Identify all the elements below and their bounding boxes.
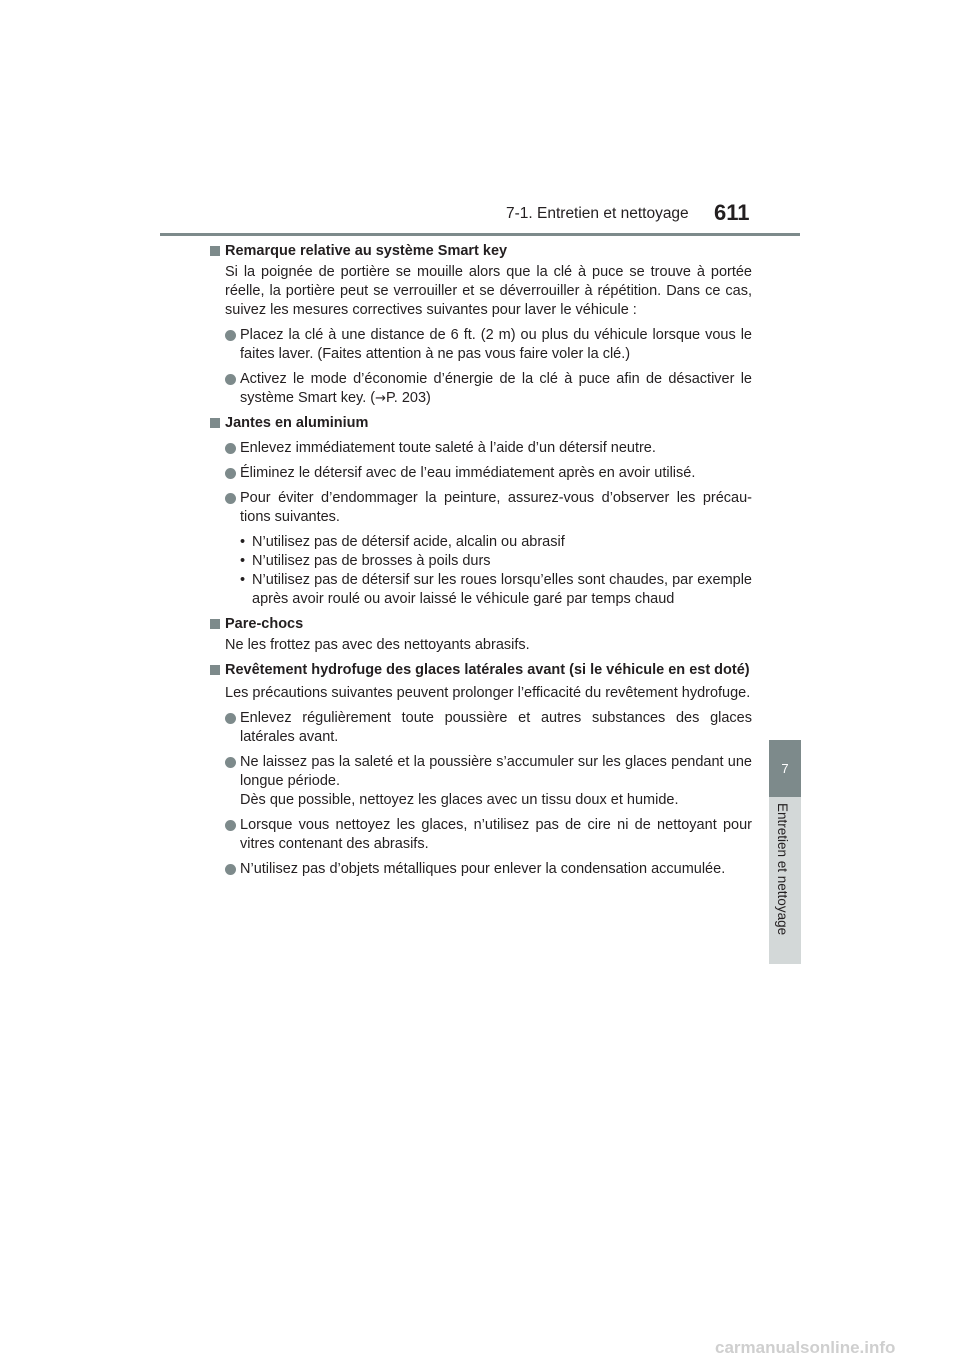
bullet-icon (225, 468, 236, 479)
list-item-text: Éliminez le détersif avec de l’eau immédiatement après en avoir utilisé. (240, 465, 696, 481)
list-item (208, 709, 752, 747)
section-marker-icon (210, 619, 220, 629)
bullet-icon (225, 330, 236, 341)
list-item (208, 753, 752, 810)
list-item (208, 464, 752, 483)
list-item-text: N’utilisez pas d’objets métalliques pour enlever la condensation accumulée. (240, 861, 726, 877)
sub-bullet-icon: • (240, 553, 246, 569)
revetement-intro: Les précautions suivantes peuvent prolonger l’efficacité du revêtement hydrofuge. (225, 685, 751, 701)
list-item (208, 860, 752, 879)
list-item (208, 370, 752, 408)
list-item (208, 489, 752, 527)
section-header: 7-1. Entretien et nettoyage (506, 205, 689, 222)
watermark: carmanualsonline.info (715, 1338, 896, 1357)
bullet-icon (225, 443, 236, 454)
list-item-text: Activez le mode d’économie d’énergie de la clé à puce afin de désactiver le système Smart key. ( (240, 371, 752, 406)
sub-list-item (208, 533, 752, 552)
section-title-revetement (208, 661, 752, 680)
sub-list-item (208, 552, 752, 571)
header-rule (160, 233, 800, 236)
sub-bullet-icon: • (240, 534, 246, 550)
list-item-text: Enlevez régulièrement toute poussière et autres substances des glaces latérales avant. (240, 710, 752, 745)
sub-list-item (208, 571, 752, 609)
section-title-text: Pare-chocs (225, 616, 304, 632)
pare-chocs-text: Ne les frottez pas avec des nettoyants abrasifs. (225, 637, 530, 653)
list-item-text: Lorsque vous nettoyez les glaces, n’utilisez pas de cire ni de nettoyant pour vitres contenant des abrasifs. (240, 817, 752, 852)
main-content (208, 242, 752, 879)
bullet-icon (225, 713, 236, 724)
list-item-text: Dès que possible, nettoyez les glaces avec un tissu doux et humide. (240, 792, 679, 808)
bullet-icon (225, 820, 236, 831)
arrow-right-icon: → (375, 391, 386, 406)
bullet-icon (225, 864, 236, 875)
bullet-icon (225, 493, 236, 504)
sub-list-item-text: N’utilisez pas de brosses à poils durs (252, 553, 491, 569)
section-marker-icon (210, 246, 220, 256)
sub-list-item-text: N’utilisez pas de détersif acide, alcalin ou abrasif (252, 534, 565, 550)
page-number: 611 (714, 200, 750, 225)
list-item (208, 439, 752, 458)
list-item (208, 326, 752, 364)
bullet-icon (225, 757, 236, 768)
list-item-text: Ne laissez pas la saleté et la poussière s’accumuler sur les glaces pendant une longue période. (240, 754, 752, 789)
section-title-jantes (208, 414, 752, 433)
section-title-text: Remarque relative au système Smart key (225, 243, 508, 259)
page-reference-link[interactable]: P. 203) (386, 390, 431, 406)
section-marker-icon (210, 418, 220, 428)
smart-key-intro: Si la poignée de portière se mouille alors que la clé à puce se trouve à portée réelle, la portière peut se verrouiller et se déverrouiller à répétition. Dans ce cas, suivez les mesures correctives suivantes pour laver le véhicule : (225, 264, 752, 318)
section-title-smart-key (208, 242, 752, 261)
bullet-icon (225, 374, 236, 385)
list-item-text: Pour éviter d’endommager la peinture, assurez-vous d’observer les précau-tions suivantes. (240, 490, 752, 525)
chapter-title-vertical: Entretien et nettoyage (775, 803, 790, 936)
list-item-text: Enlevez immédiatement toute saleté à l’aide d’un détersif neutre. (240, 440, 656, 456)
section-title-pare-chocs (208, 615, 752, 634)
section-marker-icon (210, 665, 220, 675)
sub-bullet-icon: • (240, 572, 246, 588)
list-item (208, 816, 752, 854)
list-item-text: Placez la clé à une distance de 6 ft. (2 m) ou plus du véhicule lorsque vous le faites laver. (Faites attention à ne pas vous faire voler la clé.) (240, 327, 752, 362)
section-title-text: Jantes en aluminium (225, 415, 369, 431)
section-title-text: Revêtement hydrofuge des glaces latérales avant (si le véhicule en est doté) (225, 662, 750, 678)
sub-list-item-text: N’utilisez pas de détersif sur les roues lorsqu’elles sont chaudes, par exemple après avoir roulé ou avoir laissé le véhicule garé par temps chaud (252, 572, 752, 607)
chapter-number-tab: 7 (769, 740, 801, 797)
sub-list (208, 533, 752, 609)
